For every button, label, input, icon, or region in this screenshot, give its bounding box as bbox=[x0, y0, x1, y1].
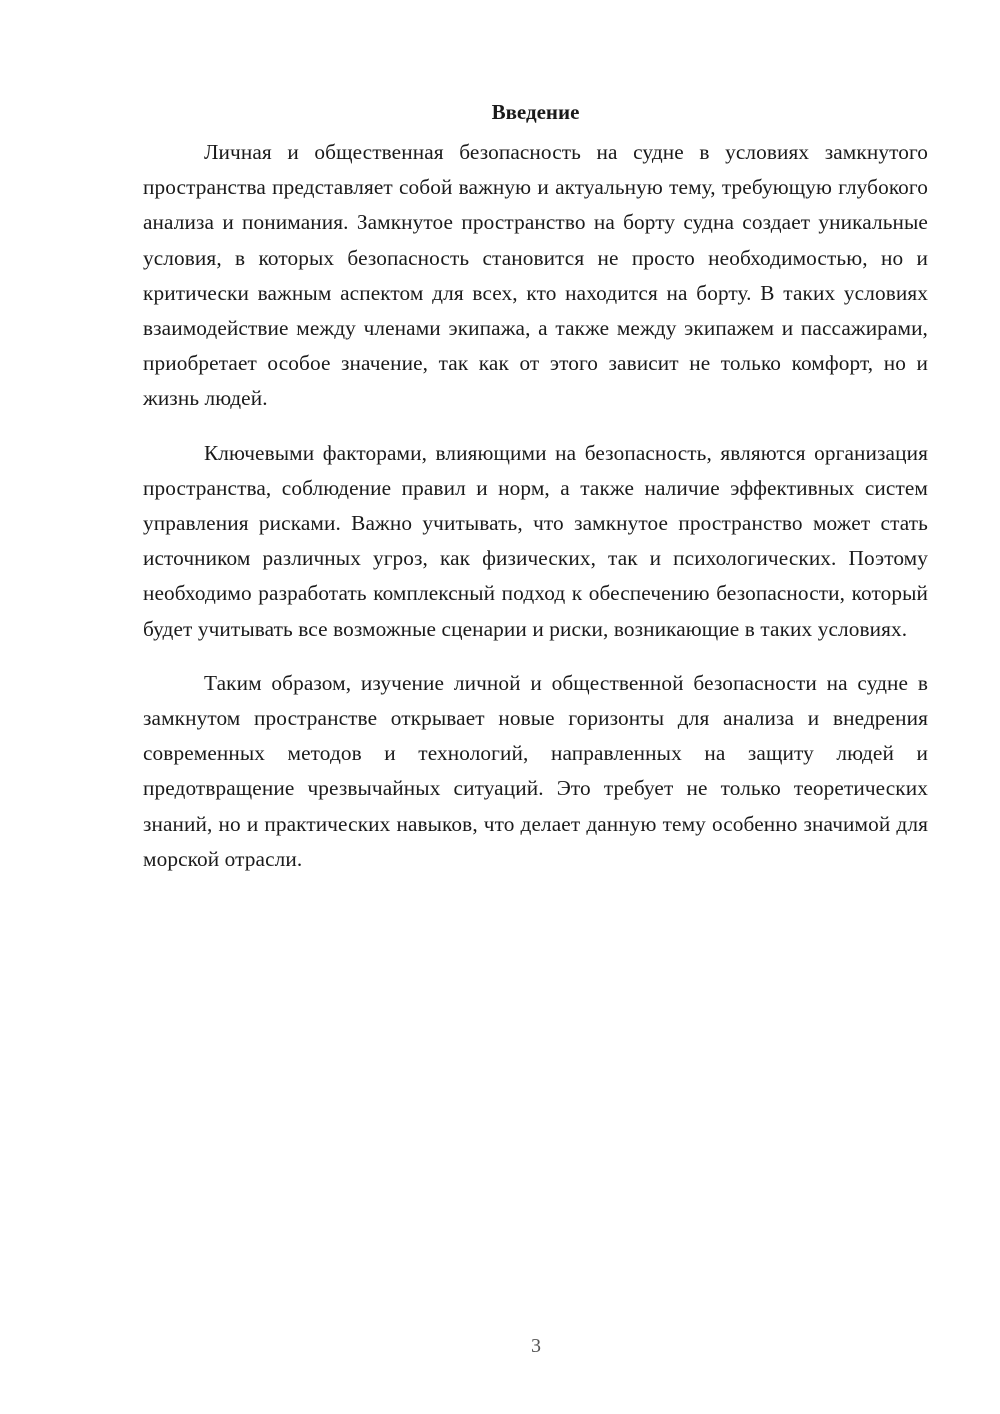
paragraph-2: Ключевыми факторами, влияющими на безопасность, являются организация пространства, соблюдение правил и норм, а также наличие эффективных систем управления рисками. Важно учитывать, что замкнутое пространство может стать источником различных угроз, как физических, так и психологических. Поэтому необходимо разработать комплексный подход к обеспечению безопасности, который будет учитывать все возможные сценарии и риски, возникающие в таких условиях. bbox=[143, 440, 928, 641]
page-number: 3 bbox=[531, 1335, 541, 1357]
section-heading: Введение bbox=[491, 100, 580, 124]
document-body bbox=[143, 96, 928, 896]
paragraph-1: Личная и общественная безопасность на судне в условиях замкнутого пространства представляет собой важную и актуальную тему, требующую глубокого анализа и понимания. Замкнутое пространство на борту судна создает уникальные условия, в которых безопасность становится не просто необходимостью, но и критически важным аспектом для всех, кто находится на борту. В таких условиях взаимодействие между членами экипажа, а также между экипажем и пассажирами, приобретает особое значение, так как от этого зависит не только комфорт, но и жизнь людей. bbox=[143, 140, 928, 411]
paragraph-3: Таким образом, изучение личной и общественной безопасности на судне в замкнутом пространстве открывает новые горизонты для анализа и внедрения современных методов и технологий, направленных на защиту людей и предотвращение чрезвычайных ситуаций. Это требует не только теоретических знаний, но и практических навыков, что делает данную тему особенно значимой для морской отрасли. bbox=[143, 670, 928, 871]
